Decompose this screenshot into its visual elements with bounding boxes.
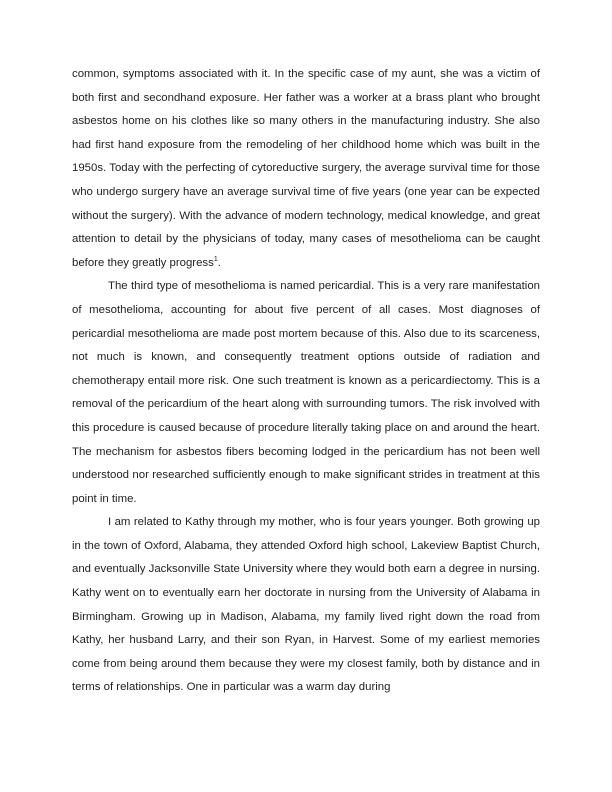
paragraph-pericardial-mesothelioma [72,275,540,511]
paragraph-text: I am related to Kathy through my mother, who is four years younger. Both growing up in the town of Oxford, Alabama, they attended Oxford high school, Lakeview Baptist Church, and eventually Jacksonville State University where they would both earn a degree in nursing. Kathy went on to eventually earn her doctorate in nursing from the University of Alabama in Birmingham. Growing up in Madison, Alabama, my family lived right down the road from Kathy, her husband Larry, and their son Ryan, in Harvest. Some of my earliest memories come from being around them because they were my closest family, both by distance and in terms of relationships. One in particular was a warm day during [72,516,540,694]
paragraph-text: The third type of mesothelioma is named pericardial. This is a very rare manifestation of mesothelioma, accounting for about five percent of all cases. Most diagnoses of pericardial mesothelioma are made post mortem because of this. Also due to its scarceness, not much is known, and consequently treatment options outside of radiation and chemotherapy entail more risk. One such treatment is known as a pericardiectomy. This is a removal of the pericardium of the heart along with surrounding tumors. The risk involved with this procedure is caused because of procedure literally taking place on and around the heart. The mechanism for asbestos fibers becoming lodged in the pericardium has not been well understood nor researched sufficiently enough to make significant strides in treatment at this point in time. [72,280,540,505]
paragraph-exposure-survival [72,63,540,275]
paragraph-end-punctuation: . [217,256,221,269]
paragraph-family-background [72,511,540,700]
document-page [72,63,540,700]
footnote-marker[interactable]: 1 [213,255,218,263]
paragraph-text: common, symptoms associated with it. In the specific case of my aunt, she was a victim of both first and secondhand exposure. Her father was a worker at a brass plant who brought asbestos home on his clothes like so many others in the manufacturing industry. She also had first hand exposure from the remodeling of her childhood home which was built in the 1950s. Today with the perfecting of cytoreductive surgery, the average survival time for those who undergo surgery have an average survival time of five years (one year can be expected without the surgery). With the advance of modern technology, medical knowledge, and great attention to detail by the physicians of today, many cases of mesothelioma can be caught before they greatly progress [72,68,540,269]
